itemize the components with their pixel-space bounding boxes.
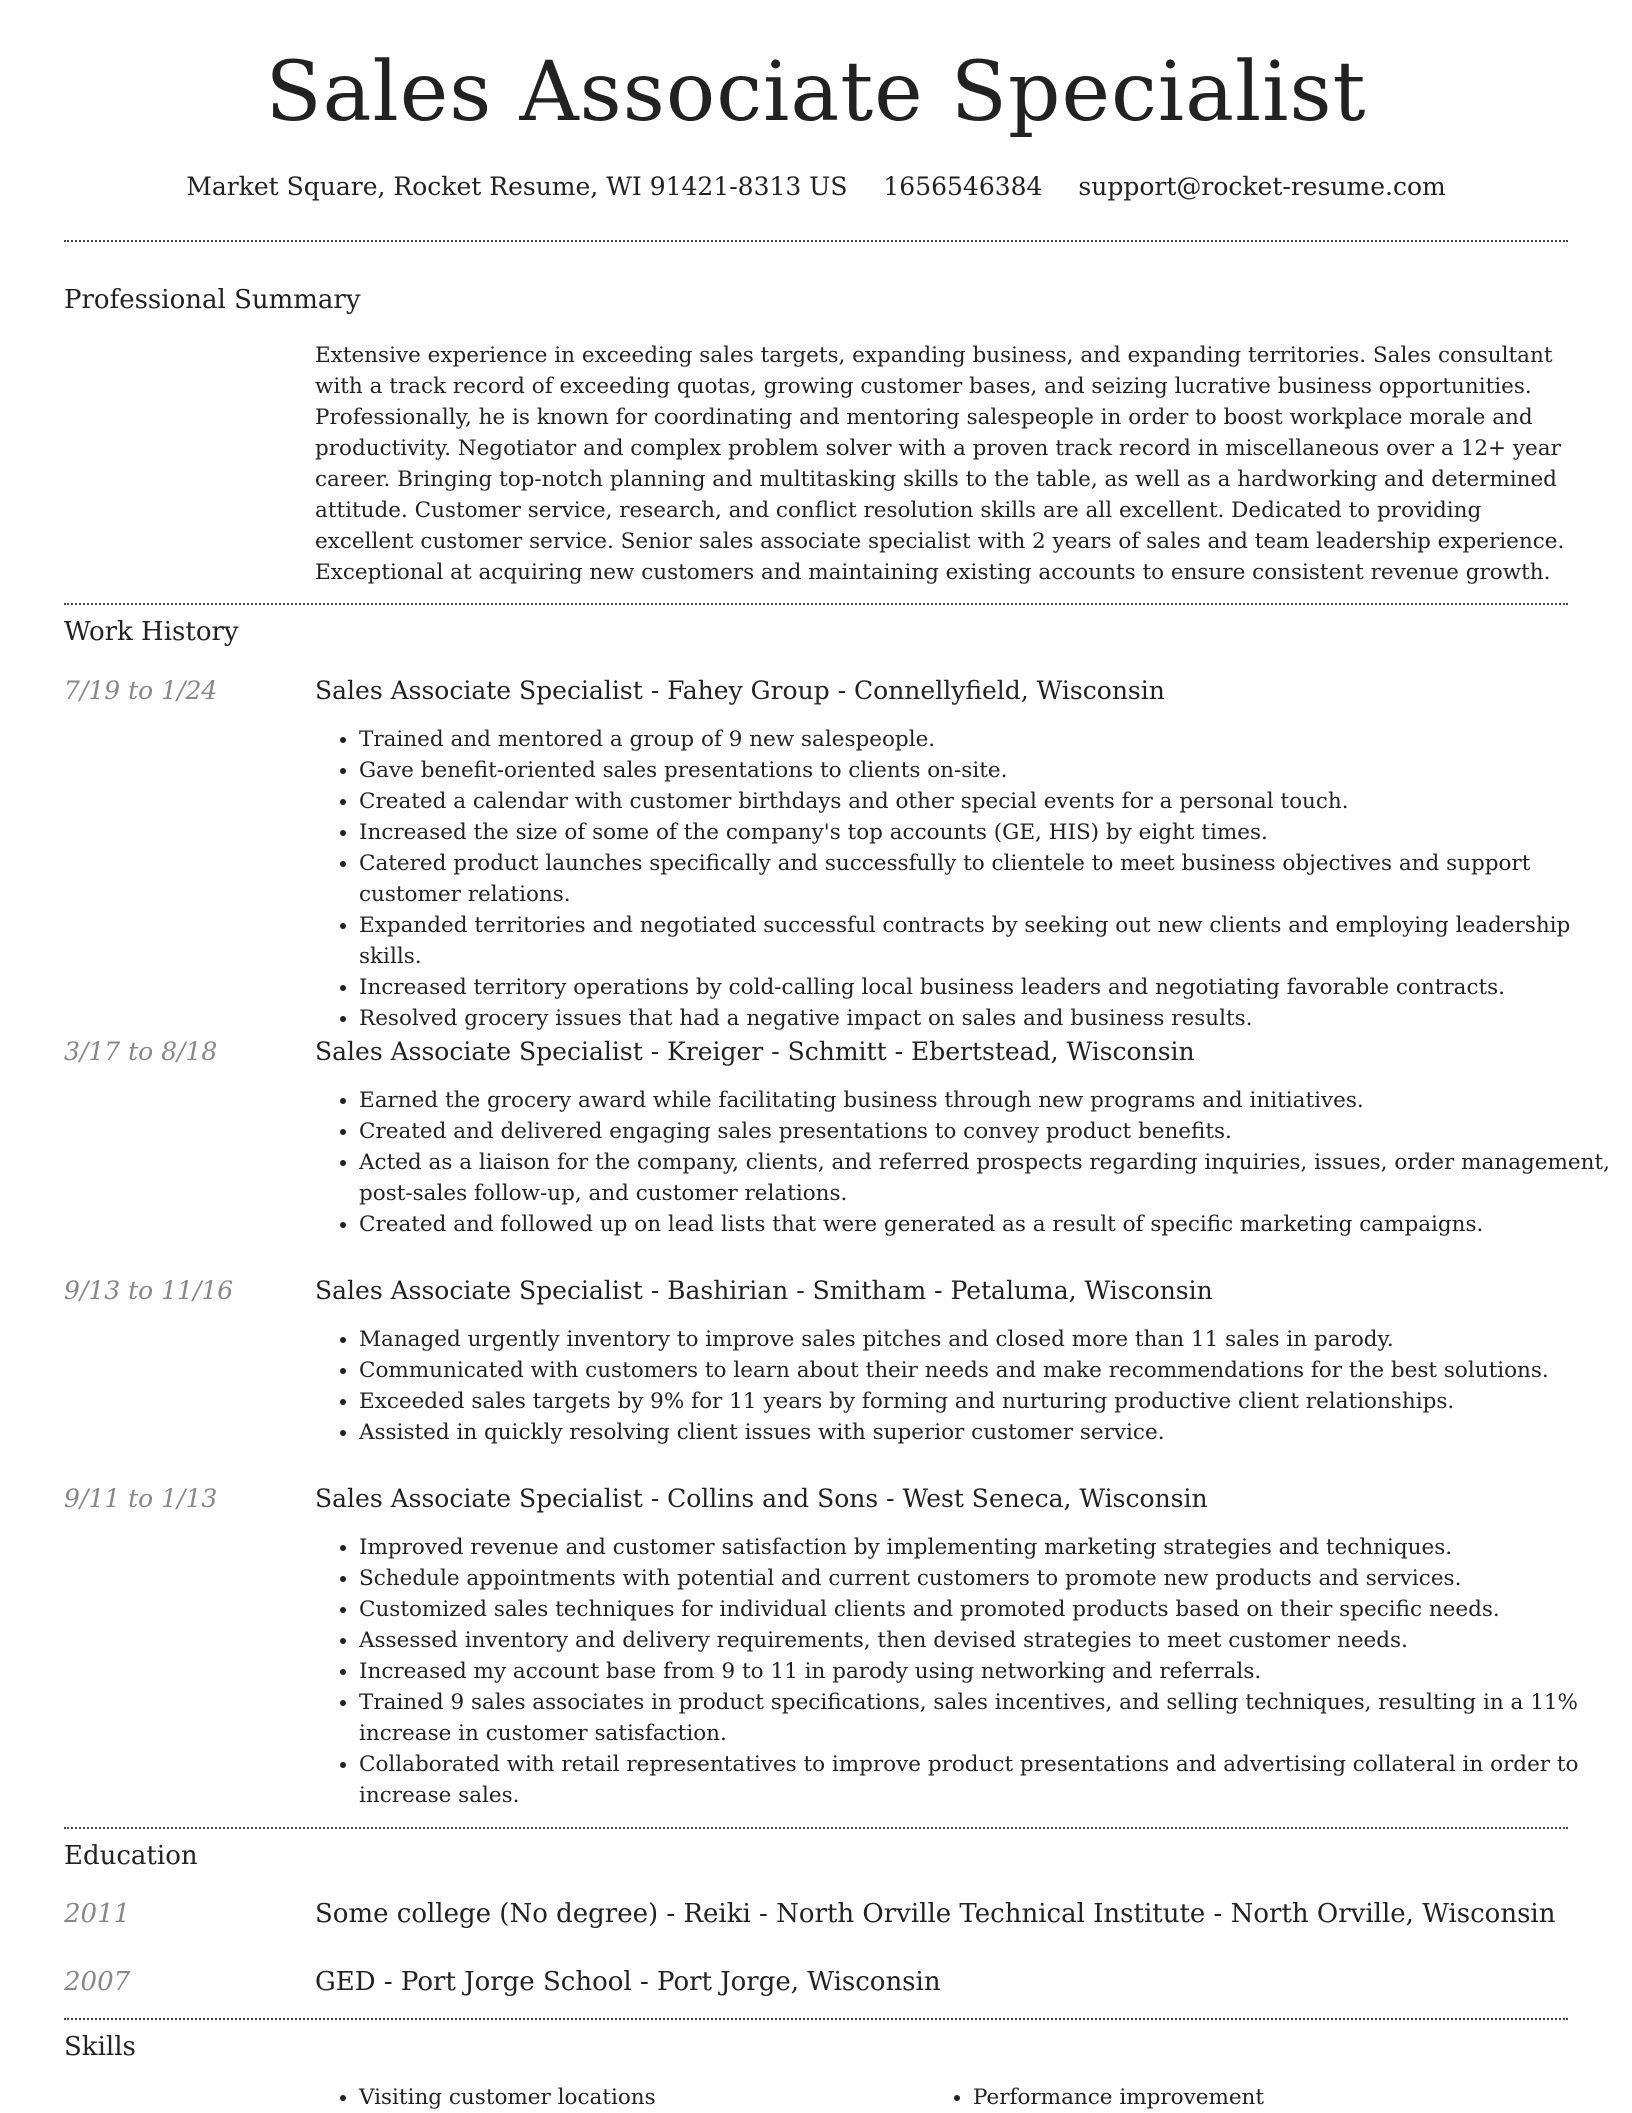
section-title-skills: Skills bbox=[64, 2032, 136, 2062]
divider bbox=[64, 603, 1568, 605]
work-bullet: • Managed urgently inventory to improve sales pitches and closed more than 11 sales in parody. bbox=[359, 1324, 1614, 1355]
work-bullet: • Gave benefit-oriented sales presentations to clients on-site. bbox=[359, 755, 1614, 786]
contact-line bbox=[0, 172, 1632, 201]
work-bullets bbox=[315, 1324, 1614, 1448]
education-year: 2011 bbox=[64, 1899, 131, 1929]
work-bullet: • Acted as a liaison for the company, clients, and referred prospects regarding inquiries, issues, order management, post-sales follow-up, and customer relations. bbox=[359, 1147, 1614, 1209]
work-dates: 9/11 to 1/13 bbox=[64, 1484, 218, 1513]
work-bullets bbox=[315, 724, 1614, 1034]
professional-summary: Extensive experience in exceeding sales targets, expanding business, and expanding territories. Sales consultant with a track record of exceeding quotas, growing customer bases, and seizing lucrative business opportunities. Professionally, he is known for coordinating and mentoring salespeople in order to boost workplace morale and productivity. Negotiator and complex problem solver with a proven track record in miscellaneous over a 12+ year career. Bringing top-notch planning and multitasking skills to the table, as well as a hardworking and determined attitude. Customer service, research, and conflict resolution skills are all excellent. Dedicated to providing excellent customer service. Senior sales associate specialist with 2 years of sales and team leadership experience. Exceptional at acquiring new customers and maintaining existing accounts to ensure consistent revenue growth. bbox=[315, 343, 1565, 585]
skills-list bbox=[315, 2082, 1565, 2113]
work-bullet: • Trained 9 sales associates in product specifications, sales incentives, and selling techniques, resulting in a 11% increase in customer satisfaction. bbox=[359, 1687, 1614, 1749]
work-bullet: • Expanded territories and negotiated successful contracts by seeking out new clients and employing leadership skills. bbox=[359, 910, 1614, 972]
work-bullet: • Assisted in quickly resolving client issues with superior customer service. bbox=[359, 1417, 1614, 1448]
work-bullet: • Trained and mentored a group of 9 new salespeople. bbox=[359, 724, 1614, 755]
work-bullet: • Schedule appointments with potential and current customers to promote new products and services. bbox=[359, 1563, 1614, 1594]
work-bullet: • Customized sales techniques for individual clients and promoted products based on their specific needs. bbox=[359, 1594, 1614, 1625]
work-bullet: • Increased territory operations by cold-calling local business leaders and negotiating favorable contracts. bbox=[359, 972, 1614, 1003]
work-bullet: • Assessed inventory and delivery requirements, then devised strategies to meet customer needs. bbox=[359, 1625, 1614, 1656]
work-bullet: • Resolved grocery issues that had a negative impact on sales and business results. bbox=[359, 1003, 1614, 1034]
work-dates: 7/19 to 1/24 bbox=[64, 676, 218, 705]
skills-column-right bbox=[929, 2082, 1543, 2113]
work-bullet: • Increased my account base from 9 to 11 in parody using networking and referrals. bbox=[359, 1656, 1614, 1687]
skill-item: • Performance improvement bbox=[973, 2082, 1543, 2113]
contact-phone: 1656546384 bbox=[883, 172, 1043, 201]
divider bbox=[64, 2018, 1568, 2020]
work-title: Sales Associate Specialist - Kreiger - Schmitt - Ebertstead, Wisconsin bbox=[315, 1037, 1195, 1066]
candidate-name: Sales Associate Specialist bbox=[265, 45, 1367, 140]
work-bullets bbox=[315, 1532, 1614, 1811]
work-title: Sales Associate Specialist - Bashirian - Smitham - Petaluma, Wisconsin bbox=[315, 1276, 1213, 1305]
work-bullet: • Created and followed up on lead lists that were generated as a result of specific marketing campaigns. bbox=[359, 1209, 1614, 1240]
contact-email[interactable]: support@rocket-resume.com bbox=[1078, 172, 1446, 201]
section-title-summary: Professional Summary bbox=[64, 285, 361, 315]
skill-item: • Visiting customer locations bbox=[359, 2082, 929, 2113]
work-dates: 9/13 to 11/16 bbox=[64, 1276, 234, 1305]
education-year: 2007 bbox=[64, 1967, 131, 1997]
work-bullet: • Created and delivered engaging sales presentations to convey product benefits. bbox=[359, 1116, 1614, 1147]
work-bullet: • Increased the size of some of the company's top accounts (GE, HIS) by eight times. bbox=[359, 817, 1614, 848]
work-bullet: • Collaborated with retail representatives to improve product presentations and advertising collateral in order to increase sales. bbox=[359, 1749, 1614, 1811]
work-title: Sales Associate Specialist - Collins and Sons - West Seneca, Wisconsin bbox=[315, 1484, 1208, 1513]
education-title: GED - Port Jorge School - Port Jorge, Wisconsin bbox=[315, 1967, 941, 1997]
work-dates: 3/17 to 8/18 bbox=[64, 1037, 218, 1066]
work-bullet: • Improved revenue and customer satisfaction by implementing marketing strategies and techniques. bbox=[359, 1532, 1614, 1563]
work-title: Sales Associate Specialist - Fahey Group - Connellyfield, Wisconsin bbox=[315, 676, 1165, 705]
education-title: Some college (No degree) - Reiki - North Orville Technical Institute - North Orville, Wisconsin bbox=[315, 1899, 1556, 1929]
contact-address: Market Square, Rocket Resume, WI 91421-8313 US bbox=[186, 172, 848, 201]
work-bullets bbox=[315, 1085, 1614, 1240]
work-bullet: • Earned the grocery award while facilitating business through new programs and initiatives. bbox=[359, 1085, 1614, 1116]
divider bbox=[64, 1827, 1568, 1829]
section-title-work: Work History bbox=[64, 617, 239, 647]
skills-column-left bbox=[315, 2082, 929, 2113]
work-bullet: • Catered product launches specifically and successfully to clientele to meet business objectives and support customer relations. bbox=[359, 848, 1614, 910]
section-title-education: Education bbox=[64, 1841, 198, 1871]
work-bullet: • Communicated with customers to learn about their needs and make recommendations for the best solutions. bbox=[359, 1355, 1614, 1386]
work-bullet: • Created a calendar with customer birthdays and other special events for a personal touch. bbox=[359, 786, 1614, 817]
divider bbox=[64, 240, 1568, 242]
work-bullet: • Exceeded sales targets by 9% for 11 years by forming and nurturing productive client relationships. bbox=[359, 1386, 1614, 1417]
